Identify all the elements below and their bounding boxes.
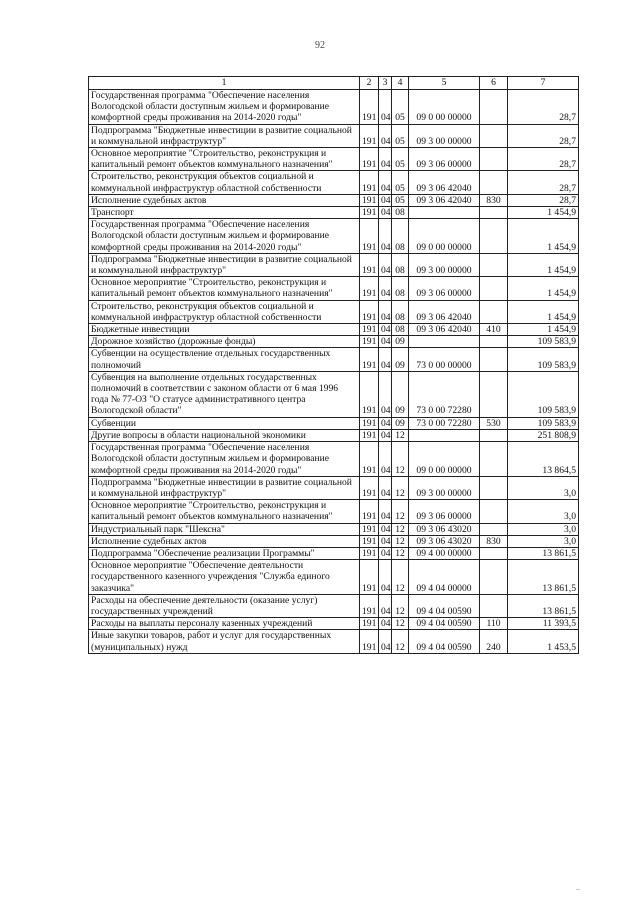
table-row — [89, 336, 579, 348]
row-sum: 251 808,9 — [508, 429, 579, 441]
row-name: Подпрограмма "Бюджетные инвестиции в развитие социальной и коммунальной инфраструктур" — [89, 476, 360, 499]
row-vr — [480, 253, 508, 276]
row-sum: 109 583,9 — [508, 336, 579, 348]
table-row — [89, 148, 579, 171]
row-pr: 12 — [392, 442, 409, 477]
row-name: Иные закупки товаров, работ и услуг для государственных (муниципальных) нужд — [89, 630, 360, 653]
row-sum: 13 861,5 — [508, 547, 579, 559]
row-name: Основное мероприятие "Строительство, реконструкция и капитальный ремонт объектов коммунального назначения" — [89, 148, 360, 171]
row-ved: 191 — [360, 523, 379, 535]
row-name: Расходы на обеспечение деятельности (оказание услуг) государственных учреждений — [89, 594, 360, 617]
row-sum: 1 453,5 — [508, 630, 579, 653]
row-pr: 12 — [392, 535, 409, 547]
row-pr: 08 — [392, 207, 409, 219]
row-vr — [480, 90, 508, 125]
row-rz: 04 — [379, 547, 392, 559]
row-ved: 191 — [360, 171, 379, 194]
row-csr: 09 4 00 00000 — [409, 547, 480, 559]
row-ved: 191 — [360, 336, 379, 348]
row-sum: 28,7 — [508, 90, 579, 125]
row-rz: 04 — [379, 253, 392, 276]
row-rz: 04 — [379, 219, 392, 254]
row-csr: 09 3 06 42040 — [409, 324, 480, 336]
row-vr — [480, 500, 508, 523]
page-number: 92 — [315, 40, 325, 51]
row-rz: 04 — [379, 124, 392, 147]
row-sum: 109 583,9 — [508, 348, 579, 371]
row-ved: 191 — [360, 535, 379, 547]
table-row — [89, 348, 579, 371]
table-row — [89, 630, 579, 653]
row-name: Другие вопросы в области национальной экономики — [89, 429, 360, 441]
row-pr: 08 — [392, 253, 409, 276]
row-sum: 1 454,9 — [508, 300, 579, 323]
row-pr: 05 — [392, 90, 409, 125]
row-vr — [480, 336, 508, 348]
row-pr: 08 — [392, 324, 409, 336]
row-name: Транспорт — [89, 207, 360, 219]
row-csr: 09 3 00 00000 — [409, 253, 480, 276]
row-ved: 191 — [360, 207, 379, 219]
row-ved: 191 — [360, 618, 379, 630]
table-row — [89, 324, 579, 336]
row-rz: 04 — [379, 371, 392, 417]
row-csr: 09 0 00 00000 — [409, 90, 480, 125]
row-vr — [480, 277, 508, 300]
row-ved: 191 — [360, 500, 379, 523]
row-ved: 191 — [360, 148, 379, 171]
row-rz: 04 — [379, 300, 392, 323]
row-csr: 09 3 06 00000 — [409, 500, 480, 523]
row-pr: 12 — [392, 560, 409, 595]
row-pr: 12 — [392, 476, 409, 499]
row-name: Подпрограмма "Бюджетные инвестиции в развитие социальной и коммунальной инфраструктур" — [89, 253, 360, 276]
row-csr: 09 4 04 00590 — [409, 630, 480, 653]
row-vr — [480, 148, 508, 171]
row-pr: 05 — [392, 194, 409, 206]
row-ved: 191 — [360, 476, 379, 499]
row-pr: 12 — [392, 523, 409, 535]
row-rz: 04 — [379, 348, 392, 371]
table-row — [89, 594, 579, 617]
row-rz: 04 — [379, 336, 392, 348]
row-pr: 08 — [392, 219, 409, 254]
row-rz: 04 — [379, 535, 392, 547]
row-csr: 09 4 04 00000 — [409, 560, 480, 595]
row-rz: 04 — [379, 90, 392, 125]
table-row — [89, 253, 579, 276]
row-sum: 13 861,5 — [508, 560, 579, 595]
row-vr — [480, 594, 508, 617]
table-row — [89, 535, 579, 547]
table-row — [89, 442, 579, 477]
row-sum: 1 454,9 — [508, 324, 579, 336]
row-name: Подпрограмма "Обеспечение реализации Программы" — [89, 547, 360, 559]
row-csr: 73 0 00 72280 — [409, 417, 480, 429]
row-csr: 09 0 00 00000 — [409, 442, 480, 477]
row-rz: 04 — [379, 171, 392, 194]
row-pr: 05 — [392, 148, 409, 171]
row-ved: 191 — [360, 429, 379, 441]
row-name: Основное мероприятие "Обеспечение деятельности государственного казенного учреждения "Служба единого заказчика" — [89, 560, 360, 595]
row-csr: 09 3 00 00000 — [409, 476, 480, 499]
row-sum: 1 454,9 — [508, 219, 579, 254]
row-sum: 1 454,9 — [508, 277, 579, 300]
row-ved: 191 — [360, 90, 379, 125]
row-sum: 3,0 — [508, 523, 579, 535]
row-vr — [480, 476, 508, 499]
header-col-4: 4 — [392, 77, 409, 90]
table-row — [89, 219, 579, 254]
row-name: Субвенция на выполнение отдельных государственных полномочий в соответствии с законом области от 6 мая 1996 года № 77-ОЗ "О статусе административного центра Вологодской области" — [89, 371, 360, 417]
row-vr — [480, 207, 508, 219]
row-csr: 09 3 06 42040 — [409, 194, 480, 206]
row-csr: 09 4 04 00590 — [409, 618, 480, 630]
row-rz: 04 — [379, 207, 392, 219]
table-row — [89, 618, 579, 630]
table-row — [89, 560, 579, 595]
row-ved: 191 — [360, 630, 379, 653]
row-csr: 09 3 06 43020 — [409, 523, 480, 535]
row-rz: 04 — [379, 442, 392, 477]
row-vr — [480, 348, 508, 371]
row-pr: 08 — [392, 277, 409, 300]
row-name: Субвенции на осуществление отдельных государственных полномочий — [89, 348, 360, 371]
row-ved: 191 — [360, 300, 379, 323]
row-name: Государственная программа "Обеспечение населения Вологодской области доступным жильем и формирование комфортной среды проживания на 2014-2020 годы" — [89, 90, 360, 125]
row-vr — [480, 171, 508, 194]
row-sum: 28,7 — [508, 124, 579, 147]
row-vr: 410 — [480, 324, 508, 336]
row-csr: 09 0 00 00000 — [409, 219, 480, 254]
row-rz: 04 — [379, 324, 392, 336]
table-row — [89, 194, 579, 206]
row-ved: 191 — [360, 124, 379, 147]
row-ved: 191 — [360, 417, 379, 429]
header-row — [89, 77, 579, 90]
row-ved: 191 — [360, 277, 379, 300]
row-rz: 04 — [379, 594, 392, 617]
row-csr — [409, 207, 480, 219]
row-name: Основное мероприятие "Строительство, реконструкция и капитальный ремонт объектов коммунального назначения" — [89, 500, 360, 523]
row-name: Строительство, реконструкция объектов социальной и коммунальной инфраструктур областной собственности — [89, 171, 360, 194]
row-name: Дорожное хозяйство (дорожные фонды) — [89, 336, 360, 348]
row-vr — [480, 560, 508, 595]
row-sum: 11 393,5 — [508, 618, 579, 630]
row-vr: 830 — [480, 194, 508, 206]
row-rz: 04 — [379, 630, 392, 653]
row-ved: 191 — [360, 194, 379, 206]
row-sum: 1 454,9 — [508, 253, 579, 276]
table-row — [89, 429, 579, 441]
row-rz: 04 — [379, 500, 392, 523]
row-pr: 12 — [392, 547, 409, 559]
corner-mark: – — [576, 884, 580, 893]
row-rz: 04 — [379, 194, 392, 206]
row-vr — [480, 429, 508, 441]
table-row — [89, 417, 579, 429]
row-pr: 09 — [392, 336, 409, 348]
row-vr — [480, 442, 508, 477]
header-col-2: 2 — [360, 77, 379, 90]
row-rz: 04 — [379, 417, 392, 429]
row-sum: 3,0 — [508, 476, 579, 499]
row-vr — [480, 300, 508, 323]
table-row — [89, 277, 579, 300]
table-row — [89, 90, 579, 125]
row-csr: 09 3 06 42040 — [409, 171, 480, 194]
row-csr: 09 3 00 00000 — [409, 124, 480, 147]
row-csr: 09 3 06 00000 — [409, 148, 480, 171]
row-rz: 04 — [379, 277, 392, 300]
row-pr: 12 — [392, 594, 409, 617]
row-ved: 191 — [360, 371, 379, 417]
row-name: Исполнение судебных актов — [89, 194, 360, 206]
row-csr: 09 4 04 00590 — [409, 594, 480, 617]
row-rz: 04 — [379, 476, 392, 499]
row-vr: 110 — [480, 618, 508, 630]
row-sum: 28,7 — [508, 148, 579, 171]
row-csr — [409, 336, 480, 348]
table-row — [89, 171, 579, 194]
row-rz: 04 — [379, 148, 392, 171]
row-sum: 3,0 — [508, 535, 579, 547]
row-ved: 191 — [360, 547, 379, 559]
row-name: Исполнение судебных актов — [89, 535, 360, 547]
row-csr: 09 3 06 42040 — [409, 300, 480, 323]
row-vr — [480, 124, 508, 147]
row-pr: 09 — [392, 371, 409, 417]
row-sum: 28,7 — [508, 171, 579, 194]
row-sum: 13 861,5 — [508, 594, 579, 617]
row-sum: 109 583,9 — [508, 417, 579, 429]
row-pr: 05 — [392, 124, 409, 147]
row-name: Государственная программа "Обеспечение населения Вологодской области доступным жильем и формирование комфортной среды проживания на 2014-2020 годы" — [89, 219, 360, 254]
row-pr: 12 — [392, 618, 409, 630]
row-sum: 109 583,9 — [508, 371, 579, 417]
row-pr: 12 — [392, 429, 409, 441]
table-body — [89, 90, 579, 654]
row-ved: 191 — [360, 348, 379, 371]
row-pr: 09 — [392, 348, 409, 371]
row-vr — [480, 523, 508, 535]
row-pr: 09 — [392, 417, 409, 429]
row-vr: 830 — [480, 535, 508, 547]
row-csr: 09 3 06 00000 — [409, 277, 480, 300]
row-ved: 191 — [360, 324, 379, 336]
row-csr — [409, 429, 480, 441]
row-vr — [480, 219, 508, 254]
row-name: Основное мероприятие "Строительство, реконструкция и капитальный ремонт объектов коммунального назначения" — [89, 277, 360, 300]
row-pr: 05 — [392, 171, 409, 194]
row-ved: 191 — [360, 219, 379, 254]
table-row — [89, 300, 579, 323]
header-col-7: 7 — [508, 77, 579, 90]
row-vr — [480, 371, 508, 417]
row-vr — [480, 547, 508, 559]
row-name: Расходы на выплаты персоналу казенных учреждений — [89, 618, 360, 630]
row-ved: 191 — [360, 594, 379, 617]
row-sum: 28,7 — [508, 194, 579, 206]
table-row — [89, 124, 579, 147]
row-name: Субвенции — [89, 417, 360, 429]
row-sum: 3,0 — [508, 500, 579, 523]
row-rz: 04 — [379, 429, 392, 441]
table-row — [89, 500, 579, 523]
row-ved: 191 — [360, 253, 379, 276]
row-pr: 12 — [392, 500, 409, 523]
row-ved: 191 — [360, 560, 379, 595]
row-vr: 530 — [480, 417, 508, 429]
row-rz: 04 — [379, 618, 392, 630]
row-rz: 04 — [379, 560, 392, 595]
row-sum: 13 864,5 — [508, 442, 579, 477]
row-name: Бюджетные инвестиции — [89, 324, 360, 336]
row-pr: 08 — [392, 300, 409, 323]
row-csr: 73 0 00 00000 — [409, 348, 480, 371]
row-name: Подпрограмма "Бюджетные инвестиции в развитие социальной и коммунальной инфраструктур" — [89, 124, 360, 147]
table-row — [89, 207, 579, 219]
budget-table — [88, 76, 579, 654]
row-name: Строительство, реконструкция объектов социальной и коммунальной инфраструктур областной собственности — [89, 300, 360, 323]
row-rz: 04 — [379, 523, 392, 535]
header-col-1: 1 — [89, 77, 360, 90]
row-vr: 240 — [480, 630, 508, 653]
table-row — [89, 547, 579, 559]
header-col-3: 3 — [379, 77, 392, 90]
header-col-5: 5 — [409, 77, 480, 90]
table-header — [89, 77, 579, 90]
row-sum: 1 454,9 — [508, 207, 579, 219]
row-csr: 73 0 00 72280 — [409, 371, 480, 417]
row-name: Государственная программа "Обеспечение населения Вологодской области доступным жильем и формирование комфортной среды проживания на 2014-2020 годы" — [89, 442, 360, 477]
table-row — [89, 523, 579, 535]
table-row — [89, 476, 579, 499]
row-name: Индустриальный парк "Шексна" — [89, 523, 360, 535]
header-col-6: 6 — [480, 77, 508, 90]
row-ved: 191 — [360, 442, 379, 477]
row-pr: 12 — [392, 630, 409, 653]
row-csr: 09 3 06 43020 — [409, 535, 480, 547]
table-row — [89, 371, 579, 417]
